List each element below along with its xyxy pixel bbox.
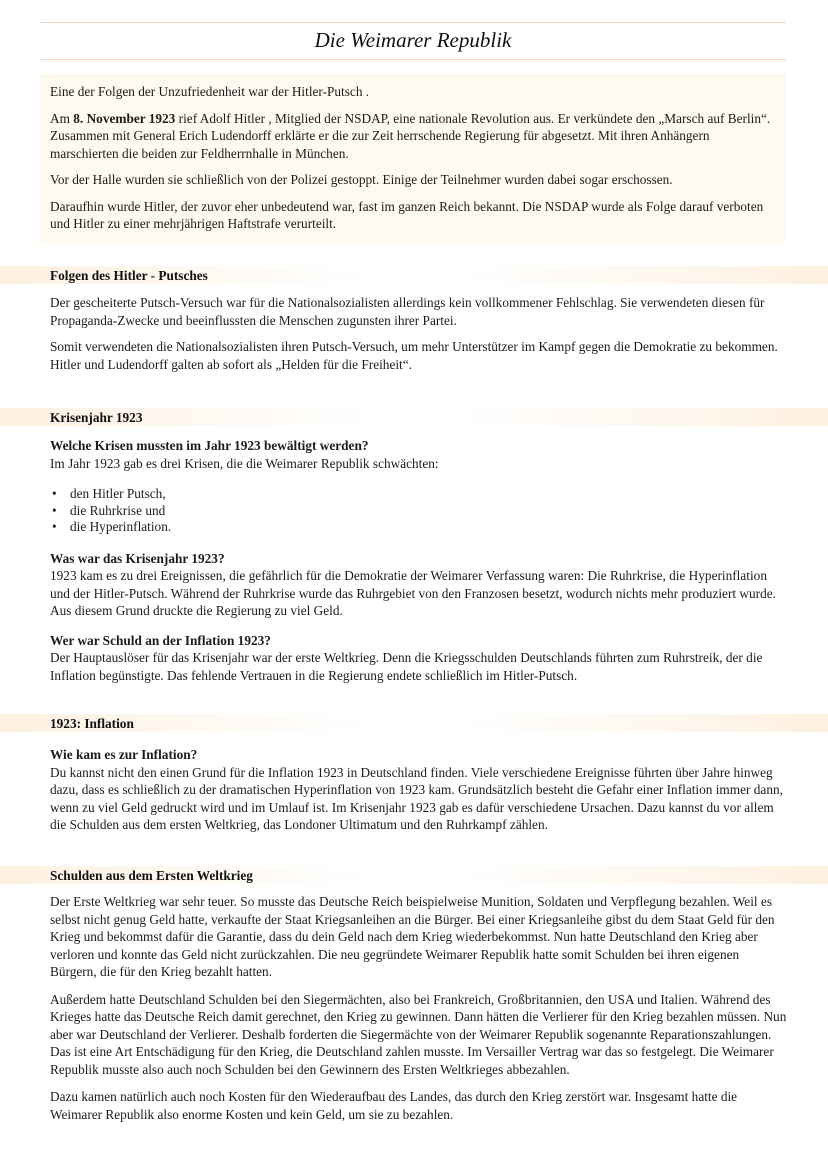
schulden-paragraph-1: Der Erste Weltkrieg war sehr teuer. So musste das Deutsche Reich beispielweise Munition, Soldaten und Verpflegung bezahlen. Weil es selbst nicht genug Geld hatte, verkaufte der Staat Kriegsanleihen an die Bürger. Bei einer Kriegsanleihe gibst du dem Staat Geld für den Krieg und bekommst dafür die Garantie, dass du dein Geld nach dem Krieg wiederbekommst. Nun hatte Deutschland den Krieg aber verloren und konnte das Geld nicht zurückzahlen. Die neu gegründete Weimarer Republik hatte somit Schulden bei ihren eigenen Bürgern, die für den Krieg bezahlt hatten. bbox=[50, 894, 775, 979]
folgen-paragraph-2: Somit verwendeten die Nationalsozialisten ihren Putsch-Versuch, um mehr Unterstützer im Kampf gegen die Demokratie zu bekommen. Hitler und Ludendorff galten ab sofort als „Helden für die Freiheit“. bbox=[50, 339, 778, 372]
answer-schuld: Der Hauptauslöser für das Krisenjahr war der erste Weltkrieg. Denn die Kriegsschulden Deutschlands führten zum Ruhrstreik, der die Inflation begünstigte. Das fehlende Vertrauen in die Regierung endete schließlich im Hitler-Putsch. bbox=[50, 650, 763, 683]
section-schulden bbox=[50, 893, 788, 1130]
folgen-paragraph-1: Der gescheiterte Putsch-Versuch war für die Nationalsozialisten allerdings kein vollkommener Fehlschlag. Sie verwendeten diesen für Propaganda-Zwecke und beeinflussten die Menschen zugunsten ihrer Partei. bbox=[50, 295, 765, 328]
intro-p2-prefix: Am bbox=[50, 110, 74, 126]
intro-paragraph-4: Daraufhin wurde Hitler, der zuvor eher unbedeutend war, fast im ganzen Reich bekannt. Die NSDAP wurde als Folge darauf verboten und Hitler zu einer mehrjährigen Haftstrafe verurteilt. bbox=[50, 198, 764, 231]
question-inflation: Wie kam es zur Inflation? bbox=[50, 747, 198, 762]
schulden-paragraph-3: Dazu kamen natürlich auch noch Kosten für den Wiederaufbau des Landes, das durch den Krieg zerstört war. Insgesamt hatte die Weimarer Republik also enorme Kosten und kein Geld, um sie zu bezahlen. bbox=[50, 1089, 738, 1122]
intro-paragraph-1: Eine der Folgen der Unzufriedenheit war der Hitler-Putsch . bbox=[50, 84, 370, 99]
list-item: • die Ruhrkrise und bbox=[50, 503, 788, 520]
intro-date: 8. November 1923 bbox=[73, 110, 176, 126]
section-inflation bbox=[50, 746, 788, 834]
heading-schulden: Schulden aus dem Ersten Weltkrieg bbox=[50, 868, 253, 883]
section-krisenjahr bbox=[50, 437, 788, 684]
intro-paragraph-2 bbox=[50, 110, 776, 163]
intro-p2-rest: rief Adolf Hitler , Mitglied der NSDAP, eine nationale Revolution aus. Er verkündete den „Marsch auf Berlin“. Zusammen mit General Erich Ludendorff erklärte er die zur Zeit herrschende Regierung für abgesetzt. Mit ihren Anhängern marschierten die beiden zur Feldherrnhalle in München. bbox=[50, 110, 771, 161]
intro-paragraph-3: Vor der Halle wurden sie schließlich von der Polizei gestoppt. Einige der Teilnehmer wurden dabei sogar erschossen. bbox=[50, 172, 673, 187]
section-folgen bbox=[50, 294, 788, 380]
list-item: • den Hitler Putsch, bbox=[50, 486, 788, 503]
question-krisen: Welche Krisen mussten im Jahr 1923 bewältigt werden? bbox=[50, 438, 369, 453]
list-item: • die Hyperinflation. bbox=[50, 519, 788, 536]
heading-krisenjahr: Krisenjahr 1923 bbox=[50, 410, 143, 425]
heading-inflation: 1923: Inflation bbox=[50, 716, 134, 731]
answer-krisen: Im Jahr 1923 gab es drei Krisen, die die Weimarer Republik schwächten: bbox=[50, 455, 439, 471]
answer-krisenjahr: 1923 kam es zu drei Ereignissen, die gefährlich für die Demokratie der Weimarer Verfassung waren: Die Ruhrkrise, die Hyperinflation und der Hitler-Putsch. Während der Ruhrkrise wurde das Ruhrgebiet von den Franzosen besetzt, wodurch nichts mehr produziert wurde. Aus diesem Grund druckte die Regierung zu viel Geld. bbox=[50, 568, 776, 618]
question-schuld: Wer war Schuld an der Inflation 1923? bbox=[50, 632, 271, 648]
heading-folgen: Folgen des Hitler - Putsches bbox=[50, 268, 208, 283]
crisis-list bbox=[50, 486, 788, 536]
title-bar bbox=[40, 22, 786, 60]
question-krisenjahr: Was war das Krisenjahr 1923? bbox=[50, 550, 225, 566]
intro-box bbox=[40, 74, 786, 244]
answer-inflation: Du kannst nicht den einen Grund für die Inflation 1923 in Deutschland finden. Viele verschiedene Ereignisse führten über Jahre hinweg dazu, dass es schließlich zu der dramatischen Hyperinflation von 1923 kam. Grundsätzlich besteht die Gefahr einer Inflation immer dann, wenn zu viel Geld gedruckt wird und im Umlauf ist. Im Krisenjahr 1923 gab es dafür verschiedene Ursachen. Dazu kannst du vor allem die Schulden aus dem ersten Weltkrieg, das Londoner Ultimatum und den Ruhrkampf zählen. bbox=[50, 764, 783, 832]
schulden-paragraph-2: Außerdem hatte Deutschland Schulden bei den Siegermächten, also bei Frankreich, Großbritannien, den USA und Italien. Während des Krieges hatte das Deutsche Reich damit gerechnet, den Krieg zu gewinnen. Dann hätten die Verlierer für den Krieg bezahlen müssen. Nun aber war Deutschland der Verlierer. Deshalb forderten die Siegermächte von der Weimarer Republik sogenannte Reparationszahlungen. Das ist eine Art Entschädigung für den Krieg, die Deutschland zahlen musste. Im Versailler Vertrag war das so festgelegt. Die Weimarer Republik musste also auch noch Schulden bei den Gewinnern des Ersten Weltkrieges abbezahlen. bbox=[50, 991, 787, 1077]
page-title: Die Weimarer Republik bbox=[314, 28, 512, 53]
